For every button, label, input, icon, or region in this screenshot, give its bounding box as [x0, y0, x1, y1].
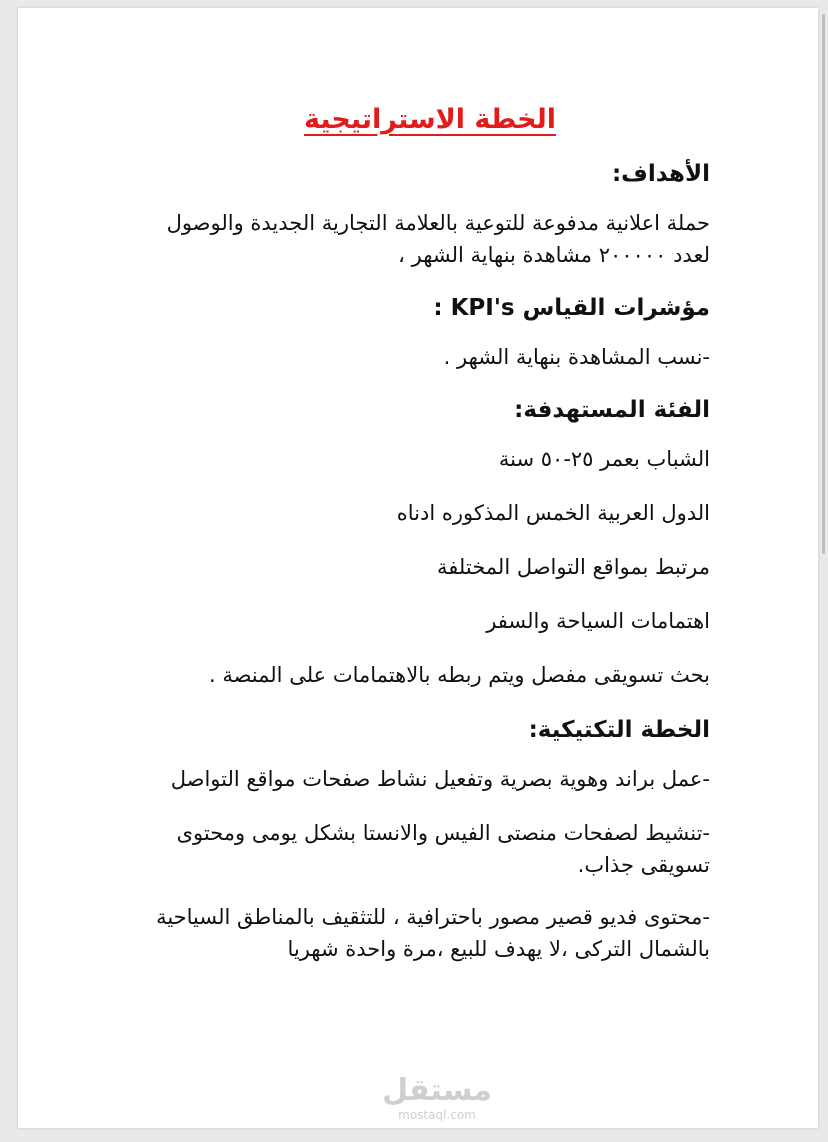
document-title: الخطة الاستراتيجية — [304, 104, 556, 135]
tactics-item: -محتوى فديو قصير مصور باحترافية ، للتثقيف بالمناطق السياحية بالشمال التركى ،لا يهدف للبيع ،مرة واحدة شهريا — [156, 905, 710, 961]
vertical-scrollbar[interactable] — [822, 14, 825, 554]
document-content — [150, 104, 710, 985]
audience-item: اهتمامات السياحة والسفر — [486, 609, 710, 633]
audience-item: الشباب بعمر ٢٥-٥٠ سنة — [498, 447, 710, 471]
goals-text: حملة اعلانية مدفوعة للتوعية بالعلامة التجارية الجديدة والوصول لعدد ٢٠٠٠٠٠ مشاهدة بنهاية الشهر ، — [166, 211, 710, 267]
audience-heading: الفئة المستهدفة: — [514, 397, 710, 423]
audience-item: مرتبط بمواقع التواصل المختلفة — [437, 555, 710, 579]
audience-item: الدول العربية الخمس المذكوره ادناه — [396, 501, 710, 525]
audience-item: بحث تسويقى مفصل ويتم ربطه بالاهتمامات على المنصة . — [208, 663, 710, 687]
kpi-text: -نسب المشاهدة بنهاية الشهر . — [443, 345, 710, 369]
tactics-item: -عمل براند وهوية بصرية وتفعيل نشاط صفحات مواقع التواصل — [170, 767, 710, 791]
mostaql-watermark — [382, 1074, 492, 1122]
goals-heading: الأهداف: — [611, 161, 710, 187]
tactics-item: -تنشيط لصفحات منصتى الفيس والانستا بشكل يومى ومحتوى تسويقى جذاب. — [176, 821, 710, 877]
document-page — [18, 8, 818, 1128]
watermark-logo-text: مستقل — [382, 1073, 492, 1108]
watermark-url: mostaql.com — [398, 1108, 476, 1122]
tactics-heading: الخطة التكتيكية: — [528, 717, 710, 743]
kpi-heading: مؤشرات القياس KPI's : — [433, 295, 710, 321]
